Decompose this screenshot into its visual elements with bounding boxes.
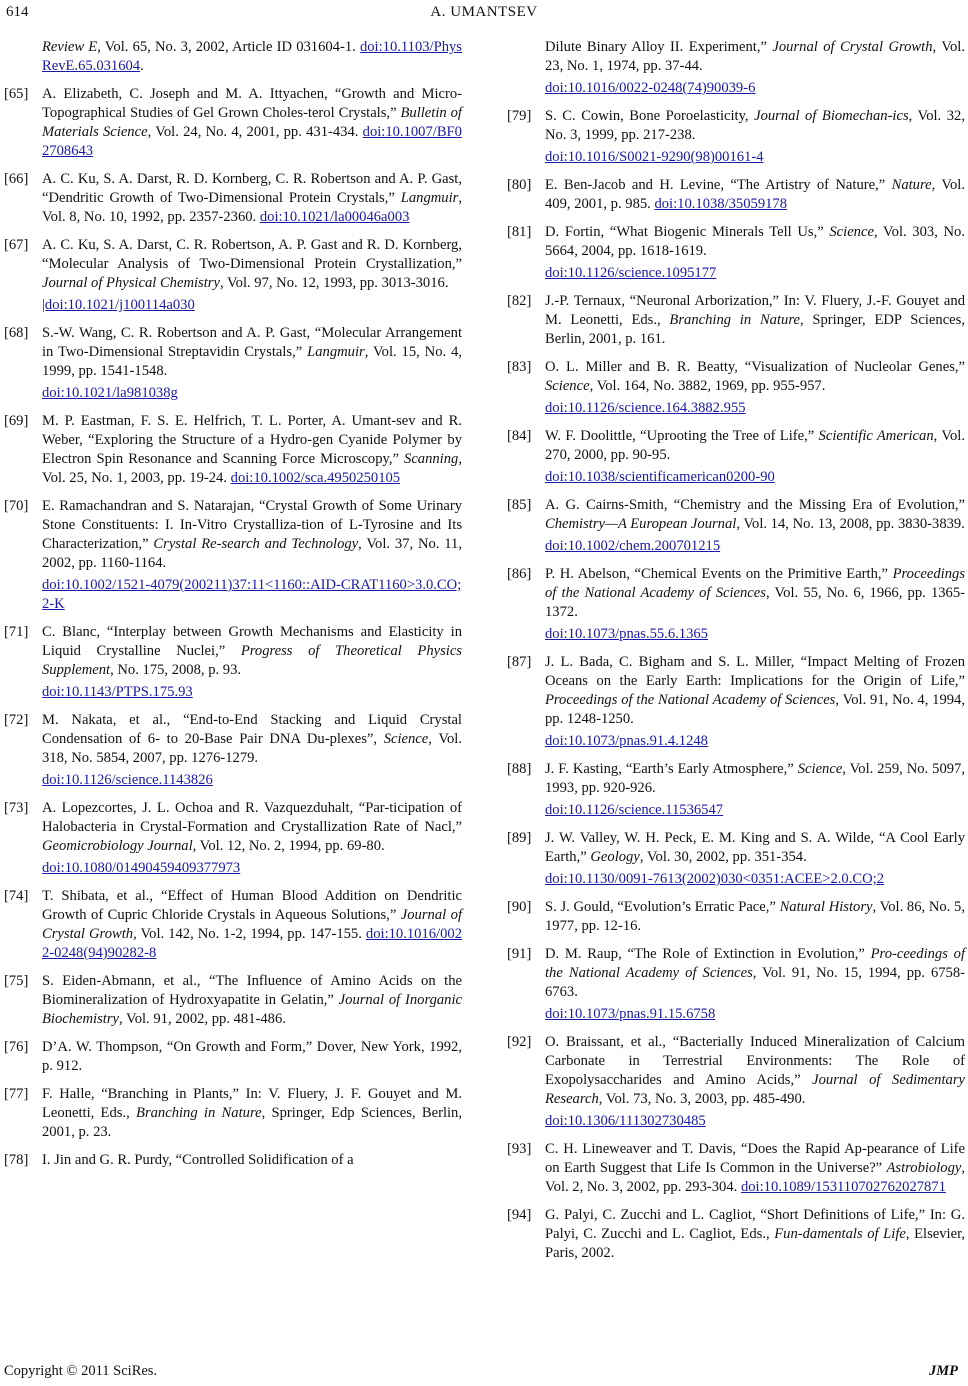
doi-link[interactable]: doi:10.1007/BF02708643: [42, 124, 462, 159]
doi-link[interactable]: doi:10.1002/1521-4079(200211)37:11<1160::AID-CRAT1160>3.0.CO;2-K: [42, 577, 462, 612]
reference-details: , Vol. 25, No. 1, 2003, pp. 19-24.: [42, 451, 462, 486]
reference-number: [82]: [507, 293, 532, 309]
reference-number: [67]: [4, 237, 29, 253]
reference-item: [4, 412, 462, 488]
reference-item: [4, 711, 462, 790]
reference-source: Journal of Biomechan-ics: [754, 108, 909, 124]
reference-number: [79]: [507, 108, 532, 124]
reference-details: , Vol. 303, No. 5664, 2004, pp. 1618-1619.: [545, 224, 965, 259]
reference-details: , Vol. 30, 2002, pp. 351-354.: [639, 849, 807, 865]
reference-number: [73]: [4, 800, 29, 816]
reference-details: , Vol. 86, No. 5, 1977, pp. 12-16.: [545, 899, 966, 934]
reference-text: S.-W. Wang, C. R. Robertson and A. P. Gast, “Molecular Arrangement in Two-Dimensional Streptavidin Crystals,”: [42, 325, 462, 360]
doi-link[interactable]: doi:10.1126/science.11536547: [545, 802, 724, 818]
reference-item: [507, 358, 965, 418]
reference-item: [507, 1033, 965, 1131]
reference-number: [84]: [507, 428, 532, 444]
reference-text: A. C. Ku, S. A. Darst, C. R. Robertson, A. P. Gast and R. D. Kornberg, “Molecular Analysis of Two-Dimensional Protein Crystallization,”: [42, 237, 462, 272]
doi-link[interactable]: doi:10.1038/scientificamerican0200-90: [545, 469, 775, 485]
reference-number: [71]: [4, 624, 29, 640]
reference-details: , Elsevier, Paris, 2002.: [545, 1226, 965, 1261]
reference-source: Proceedings of the National Academy of Sciences: [545, 692, 836, 708]
reference-text: A. Elizabeth, C. Joseph and M. A. Ittyachen, “Growth and Micro-Topographical Studies of Gel Grown Choles-terol Crystals,”: [42, 86, 462, 121]
reference-details: , Vol. 55, No. 6, 1966, pp. 1365-1372.: [545, 585, 965, 620]
reference-source: Langmuir: [400, 190, 459, 206]
reference-item: [4, 85, 462, 161]
right-column: [507, 38, 966, 1272]
reference-number: [65]: [4, 86, 29, 102]
reference-source: Science: [383, 731, 429, 747]
doi-link[interactable]: doi:10.1126/science.1095177: [545, 265, 717, 281]
doi-link[interactable]: doi:10.1089/153110702762027871: [740, 1179, 946, 1195]
reference-source: Journal of Physical Chemistry: [42, 275, 220, 291]
reference-item: [4, 324, 463, 403]
reference-item: [4, 1085, 462, 1142]
reference-text: D. Fortin, “What Biogenic Minerals Tell Us,”: [545, 224, 830, 240]
doi-link[interactable]: doi:10.1130/0091-7613(2002)030<0351:ACEE>2.0.CO;2: [545, 871, 884, 887]
reference-text: J. W. Valley, W. H. Peck, E. M. King and S. A. Wilde, “A Cool Early Earth,”: [545, 830, 965, 865]
reference-text: E. Ben-Jacob and H. Levine, “The Artistry of Nature,”: [545, 177, 892, 193]
reference-source: Bulletin of Materials Science: [42, 105, 462, 140]
reference-number: [87]: [507, 654, 532, 670]
reference-number: [78]: [4, 1152, 29, 1168]
reference-details: , Vol. 409, 2001, p. 985.: [545, 177, 965, 212]
reference-source: Journal of Crystal Growth: [42, 907, 462, 942]
reference-source: Proceedings of the National Academy of Sciences: [545, 566, 965, 601]
reference-text: C. Blanc, “Interplay between Growth Mechanisms and Elasticity in Liquid Crystalline Nuclei,”: [42, 624, 462, 659]
reference-text: A. G. Cairns-Smith, “Chemistry and the Missing Era of Evolution,”: [545, 497, 965, 513]
reference-text: E. Ramachandran and S. Natarajan, “Crystal Growth of Some Urinary Stone Constituents: I. In-Vitro Crystalliza-tion of L-Tyrosine and Its Characterization,”: [42, 498, 462, 552]
reference-item: [4, 972, 463, 1029]
reference-item: [507, 496, 965, 556]
reference-item: [507, 427, 965, 487]
reference-details: , Springer, EDP Sciences, Berlin, 2001, p. 161.: [545, 312, 965, 347]
reference-item: [507, 292, 965, 349]
reference-text: S. C. Cowin, Bone Poroelasticity,: [545, 108, 755, 124]
reference-number: [76]: [4, 1039, 29, 1055]
reference-source: Branching in Nature: [136, 1105, 262, 1121]
reference-number: [81]: [507, 224, 532, 240]
reference-number: [91]: [507, 946, 532, 962]
reference-number: [88]: [507, 761, 532, 777]
reference-item: [4, 799, 462, 878]
doi-link[interactable]: doi:10.1080/01490459409377973: [42, 860, 241, 876]
doi-link[interactable]: doi:10.1103/PhysRevE.65.031604: [42, 39, 462, 74]
reference-number: [86]: [507, 566, 532, 582]
reference-details: , Vol. 32, No. 3, 1999, pp. 217-238.: [545, 108, 965, 143]
reference-item: [507, 1206, 965, 1263]
reference-number: [68]: [4, 325, 29, 341]
doi-link[interactable]: doi:10.1016/S0021-9290(98)00161-4: [545, 149, 764, 165]
reference-item: [507, 223, 965, 283]
page-footer: [4, 1363, 962, 1380]
reference-source: Journal of Inorganic Biochemistry: [42, 992, 463, 1027]
journal-abbreviation: JMP: [929, 1363, 958, 1379]
reference-source: Science: [545, 378, 590, 394]
reference-number: [83]: [507, 359, 532, 375]
reference-details: , Vol. 14, No. 13, 2008, pp. 3830-3839.: [736, 516, 965, 532]
reference-text: S. Eiden-Abmann, et al., “The Influence of Amino Acids on the Biomineralization of Hydroxyapatite in Gelatin,”: [42, 973, 462, 1008]
reference-item: [507, 653, 965, 751]
reference-item: [4, 1038, 462, 1076]
reference-number: [74]: [4, 888, 29, 904]
reference-item: [4, 236, 462, 315]
reference-text: O. L. Miller and B. R. Beatty, “Visualization of Nucleolar Genes,”: [545, 359, 965, 375]
reference-text: A. Lopezcortes, J. L. Ochoa and R. Vazquezduhalt, “Par-ticipation of Halobacteria in Crystal-Formation and Crystallization Rate of Nacl,”: [42, 800, 462, 835]
reference-number: [93]: [507, 1141, 532, 1157]
reference-details: , Vol. 270, 2000, pp. 90-95.: [545, 428, 965, 463]
reference-number: [94]: [507, 1207, 532, 1223]
reference-item: [507, 829, 965, 889]
reference-text: T. Shibata, et al., “Effect of Human Blood Addition on Dendritic Growth of Cupric Chloride Crystals in Aqueous Solutions,”: [42, 888, 462, 923]
reference-item: [507, 565, 965, 644]
reference-details: , Vol. 73, No. 3, 2003, pp. 485-490.: [598, 1091, 806, 1107]
reference-source: Crystal Re-search and Technology: [153, 536, 359, 552]
reference-number: [89]: [507, 830, 532, 846]
doi-link[interactable]: doi:10.1002/chem.200701215: [545, 538, 721, 554]
reference-source: Science: [829, 224, 874, 240]
reference-source: Geomicrobiology Journal: [42, 838, 193, 854]
reference-details: , Vol. 8, No. 10, 1992, pp. 2357-2360.: [42, 190, 462, 225]
reference-details: , Vol. 97, No. 12, 1993, pp. 3013-3016.: [219, 275, 449, 291]
reference-details: , Vol. 259, No. 5097, 1993, pp. 920-926.: [545, 761, 965, 796]
reference-details: , Vol. 91, No. 15, 1994, pp. 6758-6763.: [545, 965, 966, 1000]
reference-item: [507, 898, 966, 936]
reference-text: D’A. W. Thompson, “On Growth and Form,” Dover, New York, 1992, p. 912.: [42, 1039, 462, 1074]
doi-link[interactable]: doi:10.1073/pnas.91.15.6758: [545, 1006, 716, 1022]
reference-item: [4, 1151, 462, 1170]
reference-number: [77]: [4, 1086, 29, 1102]
doi-link[interactable]: doi:10.1021/la00046a003: [259, 209, 410, 225]
reference-source: Scanning: [404, 451, 459, 467]
doi-link[interactable]: |doi:10.1021/j100114a030: [42, 297, 195, 313]
reference-source: Langmuir: [307, 344, 365, 360]
reference-number: [75]: [4, 973, 29, 989]
reference-details: , Vol. 24, No. 4, 2001, pp. 431-434.: [147, 124, 363, 140]
reference-details: , Vol. 318, No. 5854, 2007, pp. 1276-1279.: [42, 731, 462, 766]
reference-number: [92]: [507, 1034, 532, 1050]
doi-link[interactable]: doi:10.1126/science.1143826: [42, 772, 213, 788]
reference-number: [66]: [4, 171, 29, 187]
reference-item: [4, 623, 462, 702]
doi-link[interactable]: doi:10.1073/pnas.55.6.1365: [545, 626, 708, 642]
reference-text: P. H. Abelson, “Chemical Events on the Primitive Earth,”: [545, 566, 893, 582]
running-head: A. UMANTSEV: [430, 4, 538, 20]
reference-text: M. Nakata, et al., “End-to-End Stacking and Liquid Crystal Condensation of 6- to 20-Base Pair DNA Du-plexes”,: [42, 712, 462, 747]
doi-link[interactable]: doi:10.1126/science.164.3882.955: [545, 400, 746, 416]
reference-details: , Vol. 12, No. 2, 1994, pp. 69-80.: [192, 838, 385, 854]
reference-item: [4, 887, 462, 963]
reference-details: , Vol. 142, No. 1-2, 1994, pp. 147-155.: [133, 926, 366, 942]
doi-link[interactable]: doi:10.1306/111302730485: [545, 1113, 706, 1129]
reference-text: G. Palyi, C. Zucchi and L. Cagliot, “Short Definitions of Life,” In: G. Palyi, C. Zucchi and L. Cagliot, Eds.,: [545, 1207, 965, 1242]
reference-source: Journal of Sedimentary Research: [545, 1072, 965, 1107]
reference-item: [507, 760, 965, 820]
reference-source: Branching in Nature: [669, 312, 800, 328]
reference-text: W. F. Doolittle, “Uprooting the Tree of Life,”: [545, 428, 819, 444]
reference-text: F. Halle, “Branching in Plants,” In: V. Fluery, J. F. Gouyet and M. Leonetti, Eds.,: [42, 1086, 462, 1121]
reference-item: [4, 170, 462, 227]
reference-text: J. F. Kasting, “Earth’s Early Atmosphere,”: [545, 761, 798, 777]
reference-text: J.-P. Ternaux, “Neuronal Arborization,” In: V. Fluery, J.-F. Gouyet and M. Leonetti, Eds.,: [545, 293, 965, 328]
reference-source: Pro-ceedings of the National Academy of Sciences: [545, 946, 965, 981]
reference-source: Chemistry—A European Journal: [545, 516, 737, 532]
reference-details: , Springer, Edp Sciences, Berlin, 2001, p. 23.: [42, 1105, 462, 1140]
reference-item: [4, 497, 463, 614]
reference-source: Astrobiology: [886, 1160, 962, 1176]
reference-source: Geology: [590, 849, 640, 865]
reference-text: J. L. Bada, C. Bigham and S. L. Miller, “Impact Melting of Frozen Oceans on the Early Earth: Implications for the Origin of Life,”: [545, 654, 965, 689]
reference-source: Fun-damentals of Life: [774, 1226, 906, 1242]
reference-details: , Vol. 91, No. 4, 1994, pp. 1248-1250.: [545, 692, 965, 727]
reference-details: , Vol. 91, 2002, pp. 481-486.: [119, 1011, 286, 1027]
reference-number: [90]: [507, 899, 532, 915]
doi-link[interactable]: doi:10.1016/0022-0248(74)90039-6: [545, 80, 756, 96]
reference-source: Nature: [891, 177, 932, 193]
journal-title: Review E: [42, 39, 98, 55]
reference-item: [507, 176, 965, 214]
right-continuation: Dilute Binary Alloy II. Experiment,” Journal of Crystal Growth, Vol. 23, No. 1, 1974, pp. 37-44. doi:10.1016/0022-0248(74)90039-6: [545, 39, 965, 96]
reference-text: S. J. Gould, “Evolution’s Erratic Pace,”: [545, 899, 780, 915]
reference-source: Natural History: [779, 899, 873, 915]
left-reference-list: [4, 85, 463, 1170]
reference-text: I. Jin and G. R. Purdy, “Controlled Solidification of a: [42, 1152, 354, 1168]
copyright-notice: Copyright © 2011 SciRes.: [4, 1363, 158, 1379]
page-number: 614: [6, 4, 29, 20]
reference-number: [69]: [4, 413, 29, 429]
left-column: [4, 38, 463, 1179]
reference-number: [72]: [4, 712, 29, 728]
reference-item: [507, 1140, 965, 1197]
reference-details: , Vol. 15, No. 4, 1999, pp. 1541-1548.: [42, 344, 463, 379]
reference-text: M. P. Eastman, F. S. E. Helfrich, T. L. Porter, A. Umant-sev and R. Weber, “Exploring the Structure of a Hydro-gen Cyanide Polymer by Electron Spin Resonance and Scanning Force Microscopy,”: [42, 413, 462, 467]
reference-item: [507, 945, 966, 1024]
left-continuation: Review E, Vol. 65, No. 3, 2002, Article ID 031604-1. doi:10.1103/PhysRevE.65.031604.: [42, 39, 462, 74]
reference-details: , Vol. 2, No. 3, 2002, pp. 293-304.: [545, 1160, 965, 1195]
reference-number: [70]: [4, 498, 29, 514]
reference-item: [507, 107, 965, 167]
journal-title: Journal of Crystal Growth: [772, 39, 933, 55]
reference-details: , Vol. 164, No. 3882, 1969, pp. 955-957.: [589, 378, 826, 394]
doi-link[interactable]: doi:10.1021/la981038g: [42, 385, 178, 401]
doi-link[interactable]: doi:10.1002/sca.4950250105: [230, 470, 401, 486]
reference-source: Scientific American: [818, 428, 934, 444]
reference-number: [80]: [507, 177, 532, 193]
reference-text: A. C. Ku, S. A. Darst, R. D. Kornberg, C. R. Robertson and A. P. Gast, “Dendritic Growth of Two-Dimensional Protein Crystals,”: [42, 171, 462, 206]
reference-text: O. Braissant, et al., “Bacterially Induced Mineralization of Calcium Carbonate in Terrestrial Environments: The Role of Exopolysaccharides and Amino Acids,”: [545, 1034, 965, 1088]
right-reference-list: [507, 107, 966, 1263]
reference-details: , Vol. 37, No. 11, 2002, pp. 1160-1164.: [42, 536, 463, 571]
reference-number: [85]: [507, 497, 532, 513]
reference-text: C. H. Lineweaver and T. Davis, “Does the Rapid Ap-pearance of Life on Earth Suggest that Life Is Common in the Universe?”: [545, 1141, 965, 1176]
reference-text: D. M. Raup, “The Role of Extinction in Evolution,”: [545, 946, 871, 962]
reference-source: Science: [797, 761, 843, 777]
reference-source: Progress of Theoretical Physics Supplement: [42, 643, 462, 678]
doi-link[interactable]: doi:10.1016/0022-0248(94)90282-8: [42, 926, 462, 961]
doi-link[interactable]: doi:10.1038/35059178: [654, 196, 788, 212]
reference-details: , No. 175, 2008, p. 93.: [110, 662, 242, 678]
doi-link[interactable]: doi:10.1073/pnas.91.4.1248: [545, 733, 708, 749]
doi-link[interactable]: doi:10.1143/PTPS.175.93: [42, 684, 193, 700]
